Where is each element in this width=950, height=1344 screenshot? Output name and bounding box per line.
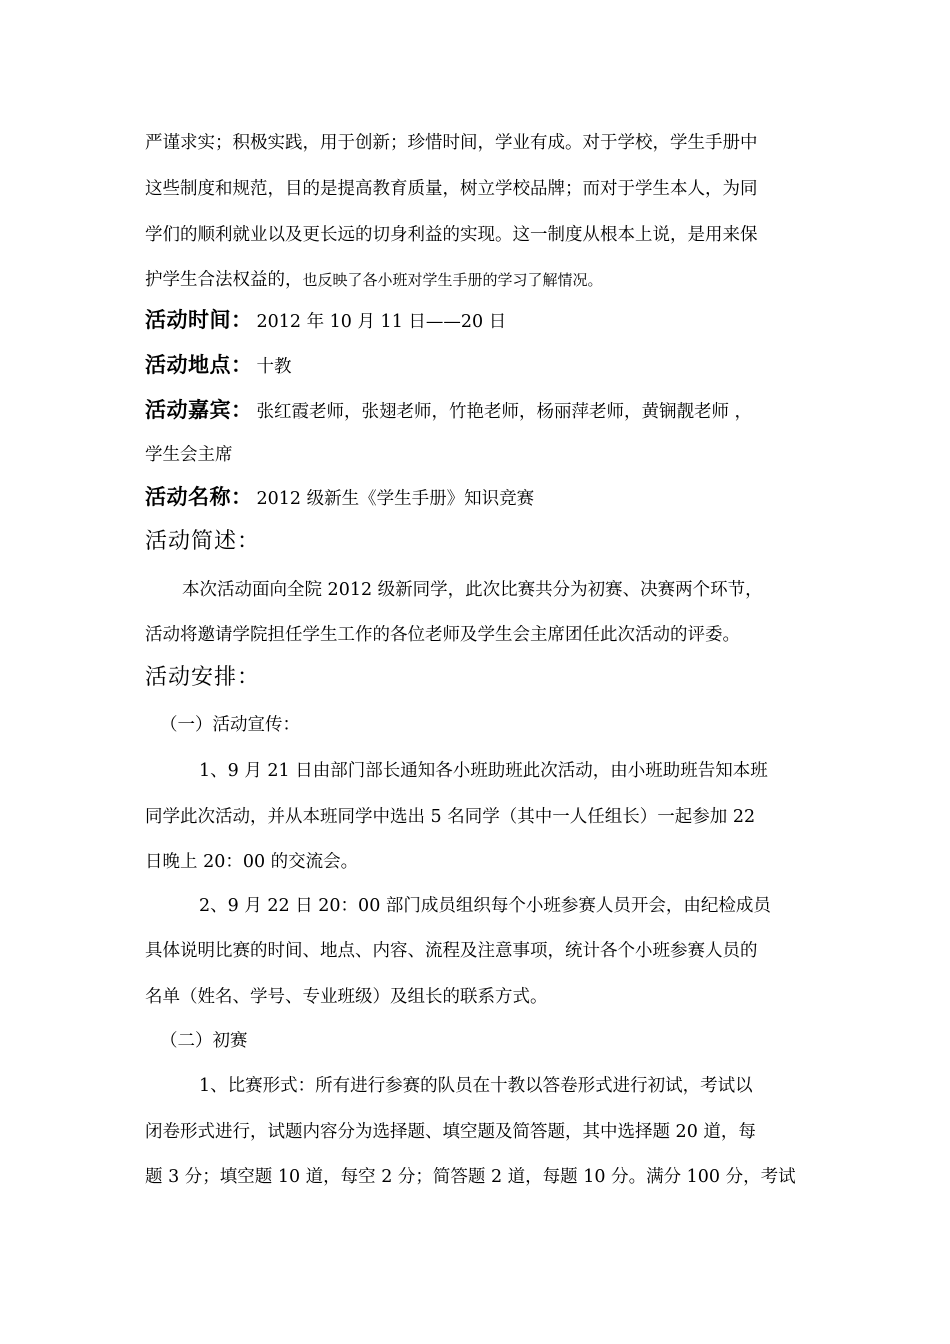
section-1-item-2-line-3: 名单（姓名、学号、专业班级）及组长的联系方式。 <box>145 987 548 1007</box>
field-activity-name-value: 2012 级新生《学生手册》知识竞赛 <box>256 489 535 509</box>
section-2-item-1-line-2: 闭卷形式进行，试题内容分为选择题、填空题及简答题，其中选择题 20 道，每 <box>145 1122 756 1142</box>
field-activity-place-label: 活动地点： <box>145 353 253 377</box>
field-activity-guests <box>145 394 752 424</box>
intro-line-3: 学们的顺利就业以及更长远的切身利益的实现。这一制度从根本上说，是用来保 <box>145 225 758 245</box>
summary-heading: 活动简述： <box>145 529 261 554</box>
field-activity-time-label: 活动时间： <box>145 308 253 332</box>
summary-line-2: 活动将邀请学院担任学生工作的各位老师及学生会主席团任此次活动的评委。 <box>145 625 740 645</box>
field-activity-guests-label: 活动嘉宾： <box>145 398 253 422</box>
intro-line-2: 这些制度和规范，目的是提高教育质量，树立学校品牌；而对于学生本人，为同 <box>145 179 758 199</box>
field-activity-guests-continuation: 学生会主席 <box>145 445 233 465</box>
field-activity-guests-value: 张红霞老师，张翅老师，竹艳老师，杨丽萍老师，黄锎靓老师 ， <box>256 402 753 422</box>
section-1-item-2-line-1: 2、9 月 22 日 20：00 部门成员组织每个小班参赛人员开会，由纪检成员 <box>199 896 771 916</box>
field-activity-place <box>145 349 292 379</box>
intro-line-4-part-a: 护学生合法权益的， <box>145 270 303 290</box>
intro-line-4-part-b: 也反映了各小班对学生手册的学习了解情况。 <box>302 271 603 289</box>
summary-line-1: 本次活动面向全院 2012 级新同学，此次比赛共分为初赛、决赛两个环节， <box>182 580 763 600</box>
section-2-item-1-line-1: 1、比赛形式：所有进行参赛的队员在十教以答卷形式进行初试，考试以 <box>199 1076 753 1096</box>
section-2-title: （二）初赛 <box>160 1031 248 1051</box>
section-1-item-1-line-1: 1、9 月 21 日由部门部长通知各小班助班此次活动，由小班助班告知本班 <box>199 761 768 781</box>
section-1-item-1-line-3: 日晚上 20：00 的交流会。 <box>145 852 359 872</box>
field-activity-name-label: 活动名称： <box>145 485 253 509</box>
field-activity-name <box>145 481 534 511</box>
arrangement-heading: 活动安排： <box>145 665 261 690</box>
section-2-item-1-line-3: 题 3 分；填空题 10 道，每空 2 分；简答题 2 道，每题 10 分。满分 100 分，考试 <box>145 1167 796 1187</box>
field-activity-time <box>145 304 506 334</box>
section-1-title: （一）活动宣传： <box>160 715 300 735</box>
section-1-item-1-line-2: 同学此次活动，并从本班同学中选出 5 名同学（其中一人任组长）一起参加 22 <box>145 807 756 827</box>
intro-line-4 <box>145 268 603 292</box>
field-activity-time-value: 2012 年 10 月 11 日——20 日 <box>256 312 507 332</box>
field-activity-place-value: 十教 <box>256 357 292 377</box>
section-1-item-2-line-2: 具体说明比赛的时间、地点、内容、流程及注意事项，统计各个小班参赛人员的 <box>145 941 758 961</box>
intro-line-1: 严谨求实；积极实践，用于创新；珍惜时间，学业有成。对于学校，学生手册中 <box>145 133 758 153</box>
